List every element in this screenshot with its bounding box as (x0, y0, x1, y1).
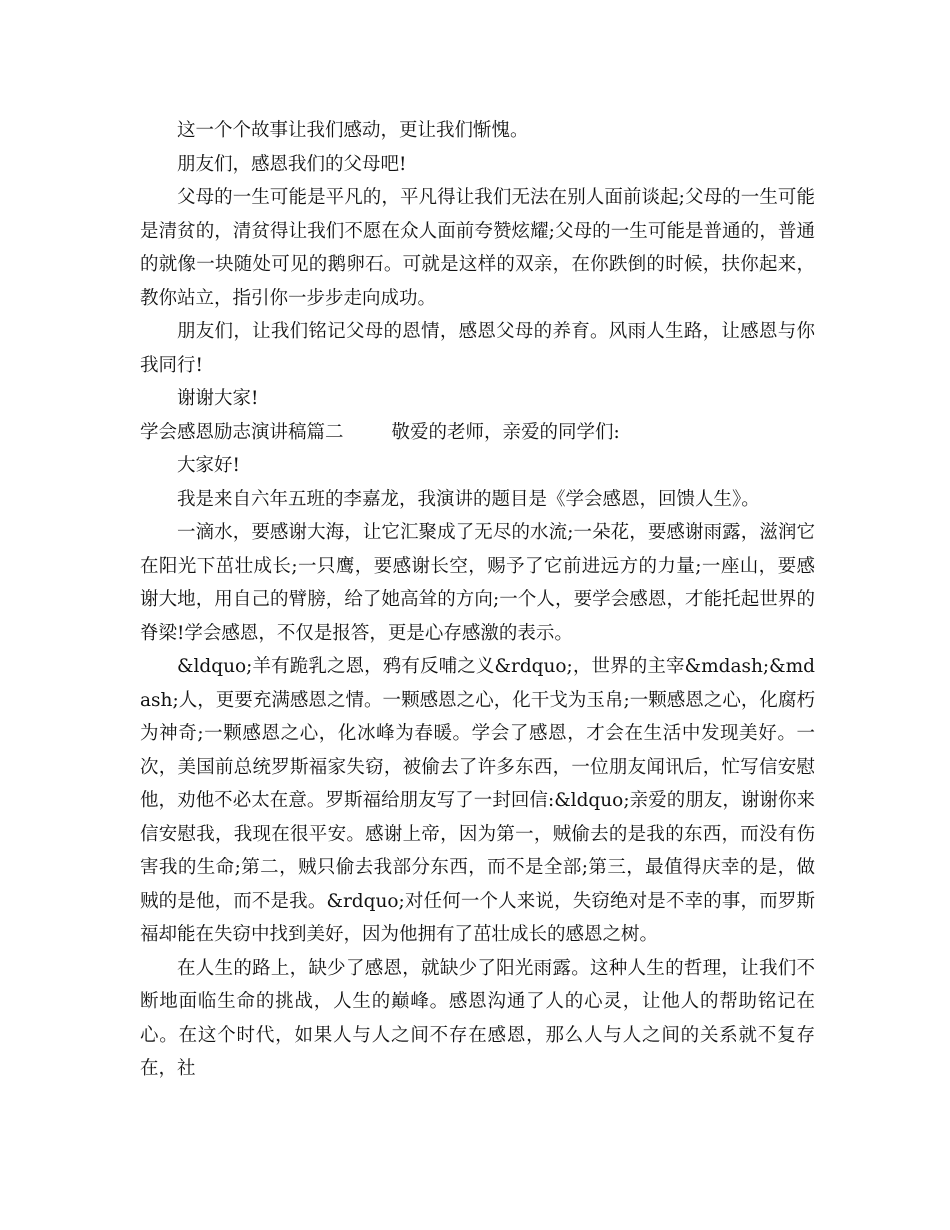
paragraph: 谢谢大家! (177, 388, 259, 409)
paragraph: 在人生的路上，缺少了感恩，就缺少了阳光雨露。这种人生的哲理，让我们不断地面临生命的挑战，人生的巅峰。感恩沟通了人的心灵，让他人的帮助铭记在心。在这个时代，如果人与人之间不存在感恩，那么人与人之间的关系就不复存在，社 (140, 957, 815, 1079)
paragraph: 这一个个故事让我们感动，更让我们惭愧。 (177, 120, 529, 141)
paragraph: 父母的一生可能是平凡的，平凡得让我们无法在别人面前谈起;父母的一生可能是清贫的，清贫得让我们不愿在众人面前夸赞炫耀;父母的一生可能是普通的，普通的就像一块随处可见的鹅卵石。可就是这样的双亲，在你跌倒的时候，扶你起来，教你站立，指引你一步步走向成功。 (140, 187, 815, 309)
paragraph: 我是来自六年五班的李嘉龙，我演讲的题目是《学会感恩，回馈人生》。 (177, 488, 760, 510)
salutation: 敬爱的老师，亲爱的同学们: (391, 421, 620, 443)
paragraph: 朋友们，让我们铭记父母的恩情，感恩父母的养育。风雨人生路，让感恩与你我同行! (140, 321, 815, 376)
section-title: 学会感恩励志演讲稿篇二 (140, 421, 344, 443)
paragraph: 一滴水，要感谢大海，让它汇聚成了无尽的水流;一朵花，要感谢雨露，滋润它在阳光下茁壮成长;一只鹰，要感谢长空，赐予了它前进远方的力量;一座山，要感谢大地，用自己的臂膀，给了她高耸的方向;一个人，要学会感恩，才能托起世界的脊梁!学会感恩，不仅是报答，更是心存感激的表示。 (140, 522, 815, 644)
document-body (140, 114, 815, 1086)
section-heading-line (140, 416, 815, 450)
paragraph: &ldquo;羊有跪乳之恩，鸦有反哺之义&rdquo;，世界的主宰&mdash;&mdash;人，更要充满感恩之情。一颗感恩之心，化干戈为玉帛;一颗感恩之心，化腐朽为神奇;一颗感恩之心，化冰峰为春暖。学会了感恩，才会在生活中发现美好。一次，美国前总统罗斯福家失窃，被偷去了许多东西，一位朋友闻讯后，忙写信安慰他，劝他不必太在意。罗斯福给朋友写了一封回信:&ldquo;亲爱的朋友，谢谢你来信安慰我，我现在很平安。感谢上帝，因为第一，贼偷去的是我的东西，而没有伤害我的生命;第二，贼只偷去我部分东西，而不是全部;第三，最值得庆幸的是，做贼的是他，而不是我。&rdquo;对任何一个人来说，失窃绝对是不幸的事，而罗斯福却能在失窃中找到美好，因为他拥有了茁壮成长的感恩之树。 (140, 656, 815, 945)
paragraph: 朋友们，感恩我们的父母吧! (177, 153, 407, 175)
paragraph: 大家好! (177, 455, 240, 476)
